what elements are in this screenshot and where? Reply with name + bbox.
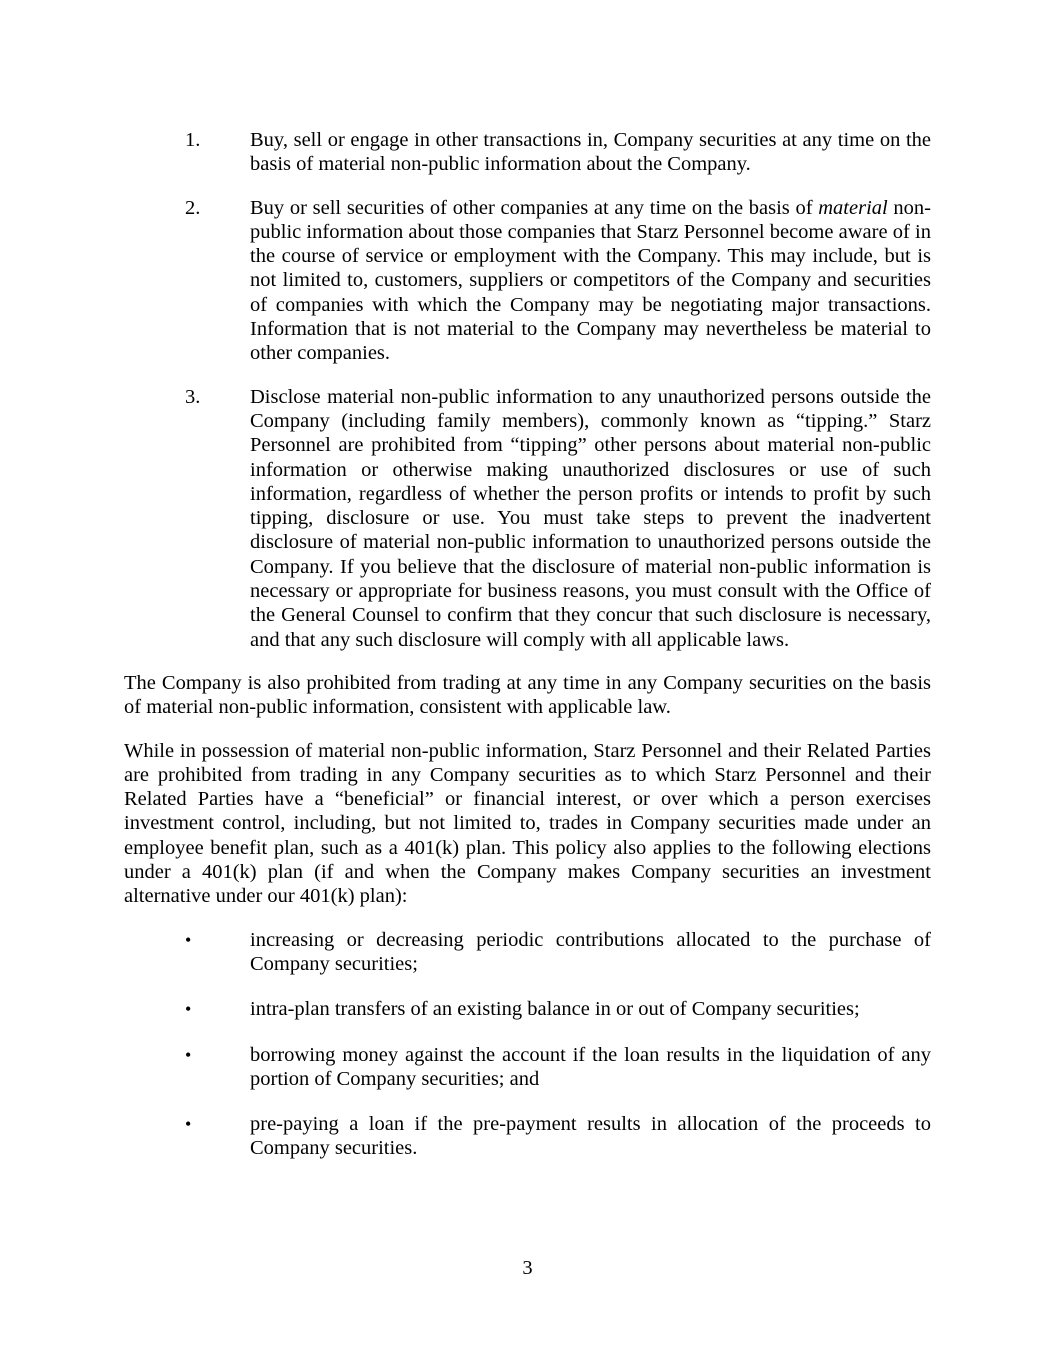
bullet-text: pre-paying a loan if the pre-payment results in allocation of the proceeds to Company securities.	[250, 1113, 931, 1160]
bullet-list	[124, 928, 931, 1161]
item-text-segment: non-public information about those companies that Starz Personnel become aware of in the course of service or employment with the Company. This may include, but is not limited to, customers, suppliers or competitors of the Company and securities of companies with which the Company may be negotiating major transactions. Information that is not material to the Company may nevertheless be material to other companies.	[250, 196, 931, 365]
bullet-item-4	[124, 1112, 931, 1161]
item-text	[250, 196, 931, 366]
bullet-icon: •	[185, 929, 192, 950]
bullet-text: intra-plan transfers of an existing balance in or out of Company securities;	[250, 998, 860, 1021]
page-number: 3	[522, 1257, 533, 1279]
bullet-item-3	[124, 1043, 931, 1092]
bullet-icon: •	[185, 1114, 192, 1135]
page-footer	[0, 1256, 1055, 1280]
bullet-icon: •	[185, 1044, 192, 1065]
item-number: 1.	[185, 129, 201, 151]
item-text-segment: Buy or sell securities of other companies at any time on the basis of	[250, 196, 819, 219]
item-text-italic-segment: material	[818, 196, 888, 219]
numbered-item-2	[124, 196, 931, 366]
item-number: 2.	[185, 196, 201, 219]
bullet-item-1	[124, 928, 931, 977]
paragraph-while-in-possession: While in possession of material non-public information, Starz Personnel and their Related Parties are prohibited from trading in any Company securities as to which Starz Personnel and their Related Parties have a “beneficial” or financial interest, or over which a person exercises investment control, including, but not limited to, trades in Company securities made under an employee benefit plan, such as a 401(k) plan. This policy also applies to the following elections under a 401(k) plan (if and when the Company makes Company securities an investment alternative under our 401(k) plan):	[124, 739, 931, 908]
bullet-text: borrowing money against the account if the loan results in the liquidation of any portion of Company securities; and	[250, 1043, 931, 1090]
item-text: Disclose material non-public information to any unauthorized persons outside the Company (including family members), commonly known as “tipping.” Starz Personnel are prohibited from “tipping” other persons about material non-public information or otherwise making unauthorized disclosures or use of such information, regardless of whether the person profits or intends to profit by such tipping, disclosure or use. You must take steps to prevent the inadvertent disclosure of material non-public information to unauthorized persons outside the Company. If you believe that the disclosure of material non-public information is necessary or appropriate for business reasons, you must consult with the Office of the General Counsel to confirm that they concur that such disclosure is necessary, and that any such disclosure will comply with all applicable laws.	[250, 385, 931, 651]
bullet-icon: •	[185, 999, 192, 1020]
item-text: Buy, sell or engage in other transactions in, Company securities at any time on the basis of material non-public information about the Company.	[250, 129, 931, 176]
item-number: 3.	[185, 385, 201, 408]
numbered-item-1	[124, 128, 931, 177]
paragraph-company-prohibited: The Company is also prohibited from trading at any time in any Company securities on the basis of material non-public information, consistent with applicable law.	[124, 671, 931, 719]
numbered-item-3	[124, 385, 931, 652]
bullet-text: increasing or decreasing periodic contributions allocated to the purchase of Company securities;	[250, 928, 931, 975]
bullet-item-2	[124, 997, 931, 1021]
numbered-list	[124, 128, 931, 652]
